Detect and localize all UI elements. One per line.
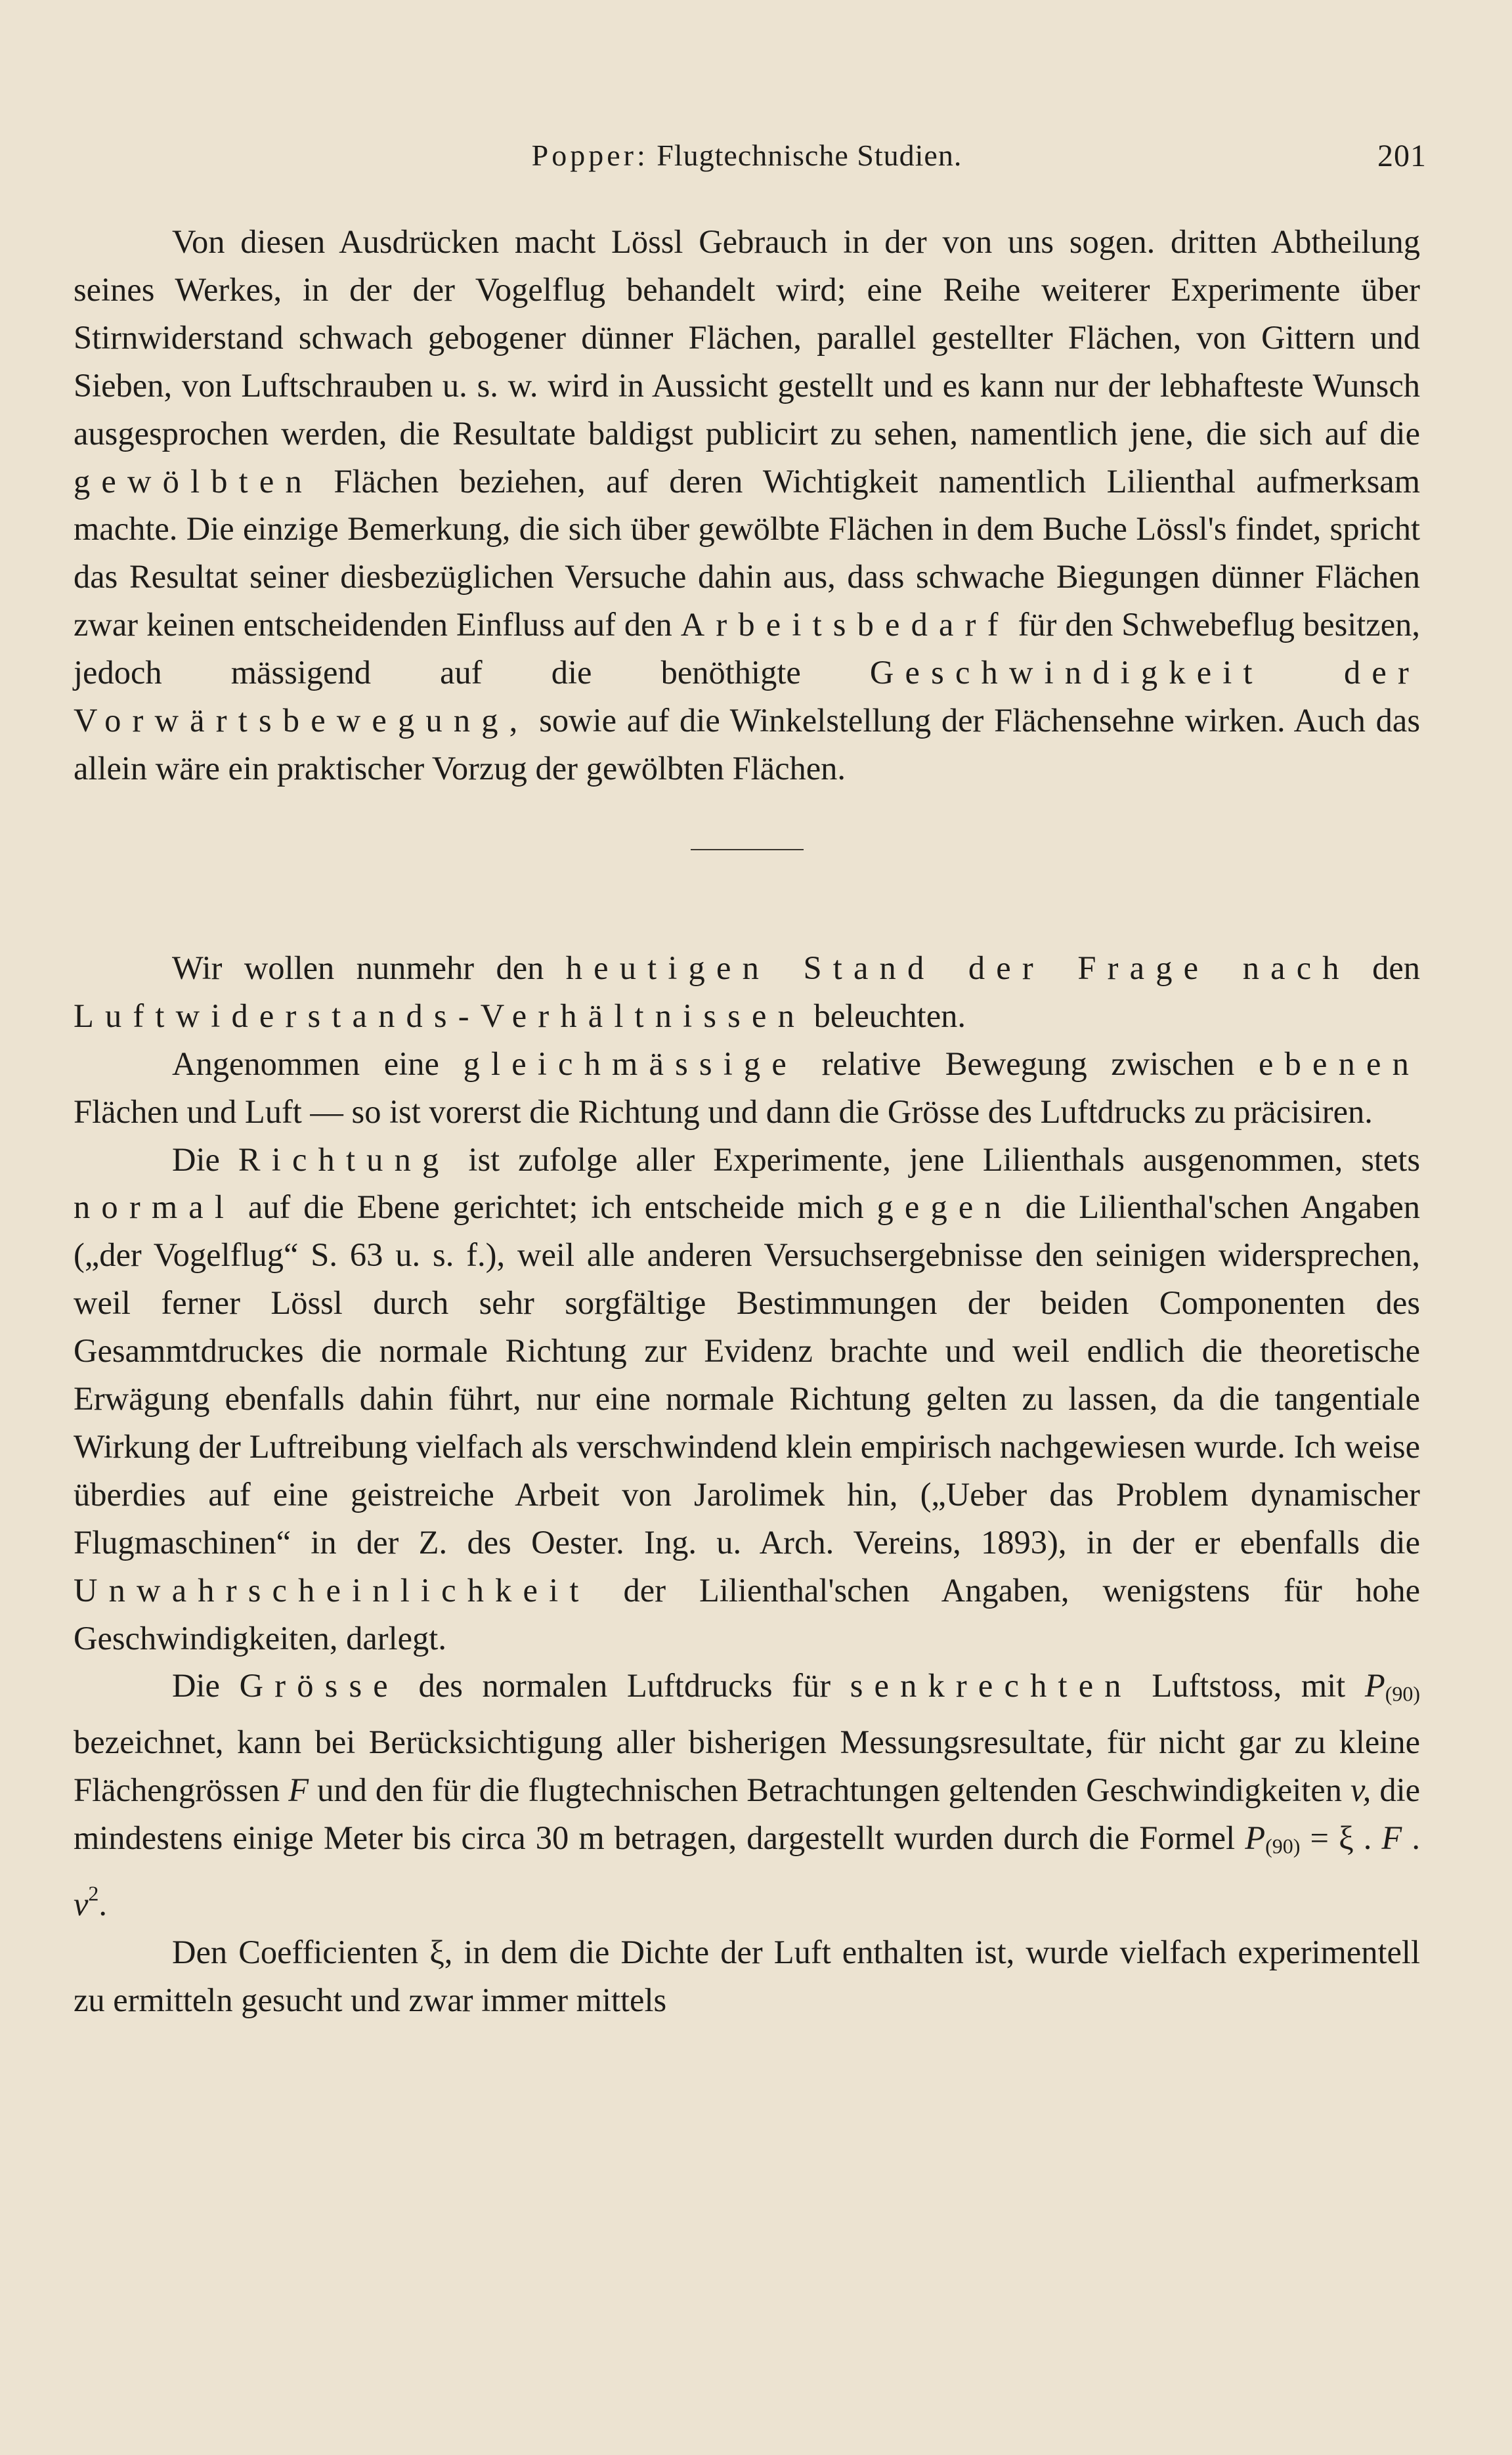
spaced-emphasis: senkrechten — [850, 1667, 1133, 1705]
paragraph-richtung — [74, 1136, 1420, 1662]
text-run: des normalen Luftdrucks für — [418, 1667, 831, 1705]
math-symbol-v: v, — [1350, 1771, 1372, 1808]
spaced-emphasis: Richtung — [238, 1141, 450, 1178]
text-run: bezeichnet, kann bei Berücksichtigung aller bisherigen Messungsresultate, für nicht gar zu kleine Flächengrössen — [74, 1723, 1420, 1808]
formula-operator: . — [1402, 1819, 1421, 1856]
formula-exponent: 2 — [88, 1881, 99, 1905]
running-head-title: Flugtechnische Studien. — [657, 139, 962, 172]
formula-v: v — [74, 1886, 89, 1923]
formula-operator: = ξ . — [1300, 1819, 1382, 1856]
paragraph-intro-luftwiderstand — [74, 944, 1420, 1040]
formula-period: . — [98, 1886, 108, 1923]
spaced-emphasis: normal — [74, 1188, 236, 1226]
text-run: Den Coefficienten ξ, in dem die Dichte der Luft enthalten ist, wurde vielfach experimentell zu ermitteln gesucht und zwar immer mittels — [74, 1934, 1420, 2019]
section-separator-rule — [691, 849, 804, 850]
running-head-author: Popper: — [531, 139, 649, 172]
text-run: Flächen beziehen, auf deren Wichtigkeit namentlich Lilienthal aufmerksam machte. Die einzige Bemerkung, die sich über gewölbte Flächen in dem Buche Lössl's findet, spricht das Resultat seiner diesbezüglichen Versuche dahin aus, dass schwache Biegungen dünner Flächen zwar keinen entscheidenden Einfluss auf den — [74, 462, 1421, 643]
paragraph-coefficient — [74, 1928, 1420, 2024]
math-symbol-f: F — [288, 1771, 309, 1808]
spaced-emphasis: Geschwindigkeit der Vorwärtsbewegung, — [74, 654, 1420, 739]
text-run: und den für die flugtechnischen Betrachtungen geltenden Geschwindigkeiten — [317, 1771, 1342, 1808]
text-run: auf die Ebene gerichtet; ich entscheide mich — [248, 1188, 864, 1226]
paragraph-groesse-luftdruck — [74, 1662, 1420, 1928]
spaced-emphasis: gegen — [876, 1188, 1012, 1226]
spaced-emphasis: ebenen — [1259, 1045, 1421, 1082]
page-number: 201 — [1377, 139, 1427, 173]
math-subscript: (90) — [1385, 1682, 1421, 1706]
text-run: Die — [172, 1667, 220, 1705]
text-run: für den Schwebeflug besitzen, jedoch mässigend auf die benöthigte — [74, 606, 1420, 691]
text-run: sowie auf die Winkelstellung der Flächensehne wirken. Auch das allein wäre ein praktischer Vorzug der gewölbten Flächen. — [74, 702, 1421, 787]
spaced-emphasis: Grösse — [239, 1667, 399, 1705]
formula-subscript: (90) — [1265, 1833, 1301, 1858]
paragraph-loessl-experiments — [74, 218, 1420, 793]
text-run: die mindestens einige Meter bis circa 30 m betragen, dargestellt wurden durch die Formel — [74, 1771, 1421, 1856]
text-run: ist zufolge aller Experimente, jene Lilienthals ausgenommen, stets — [468, 1141, 1420, 1178]
text-run: Flächen und Luft — so ist vorerst die Richtung und dann die Grösse des Luftdrucks zu präcisiren. — [74, 1093, 1373, 1130]
text-run: der Lilienthal'schen Angaben, wenigstens für hohe Geschwindigkeiten, darlegt. — [74, 1571, 1420, 1657]
spaced-emphasis: Unwahrscheinlichkeit — [74, 1571, 590, 1609]
book-page — [0, 138, 1512, 2455]
running-title — [0, 138, 1420, 173]
spaced-emphasis: gewölbten — [74, 462, 313, 500]
text-run: Angenommen eine — [172, 1045, 439, 1082]
math-symbol-p: P — [1364, 1667, 1385, 1705]
running-head — [74, 138, 1427, 177]
text-run: Luftstoss, mit — [1152, 1667, 1346, 1705]
text-run: Wir wollen nunmehr den — [172, 949, 544, 986]
formula-p: P — [1245, 1819, 1266, 1856]
formula-f: F — [1381, 1819, 1402, 1856]
text-run: Die — [172, 1141, 220, 1178]
text-run: relative Bewegung zwischen — [821, 1045, 1235, 1082]
spaced-emphasis: Arbeitsbedarf — [680, 606, 1010, 643]
text-run: beleuchten. — [813, 997, 966, 1034]
text-run: die Lilienthal'schen Angaben („der Vogelflug“ S. 63 u. s. f.), weil alle anderen Versuchsergebnisse den seinigen widersprechen, weil ferner Lössl durch sehr sorgfältige Bestimmungen der beiden Componenten des Gesammtdruckes die normale Richtung zur Evidenz brachte und weil endlich die theoretische Erwägung ebenfalls dahin führt, nur eine normale Richtung gelten zu lassen, da die tangentiale Wirkung der Luftreibung vielfach als verschwindend klein empirisch nachgewiesen wurde. Ich weise überdies auf eine geistreiche Arbeit von Jarolimek hin, („Ueber das Problem dynamischer Flugmaschinen“ in der Z. des Oester. Ing. u. Arch. Vereins, 1893), in der er ebenfalls die — [74, 1188, 1421, 1561]
text-run: den — [1372, 949, 1420, 986]
text-run: Von diesen Ausdrücken macht Lössl Gebrauch in der von uns sogen. dritten Abtheilung seines Werkes, in der der Vogelflug behandelt wird; eine Reihe weiterer Experimente über Stirnwiderstand schwach gebogener dünner Flächen, parallel gestellter Flächen, von Gittern und Sieben, von Luftschrauben u. s. w. wird in Aussicht gestellt und es kann nur der lebhafteste Wunsch ausgesprochen werden, die Resultate baldigst publicirt zu sehen, namentlich jene, die sich auf die — [74, 223, 1420, 452]
spaced-emphasis: Luftwiderstands-Verhältnissen — [74, 997, 806, 1034]
paragraph-gleichmaessige-bewegung — [74, 1040, 1420, 1136]
spaced-emphasis: heutigen Stand der Frage nach — [565, 949, 1350, 986]
spaced-emphasis: gleichmässige — [463, 1045, 798, 1082]
